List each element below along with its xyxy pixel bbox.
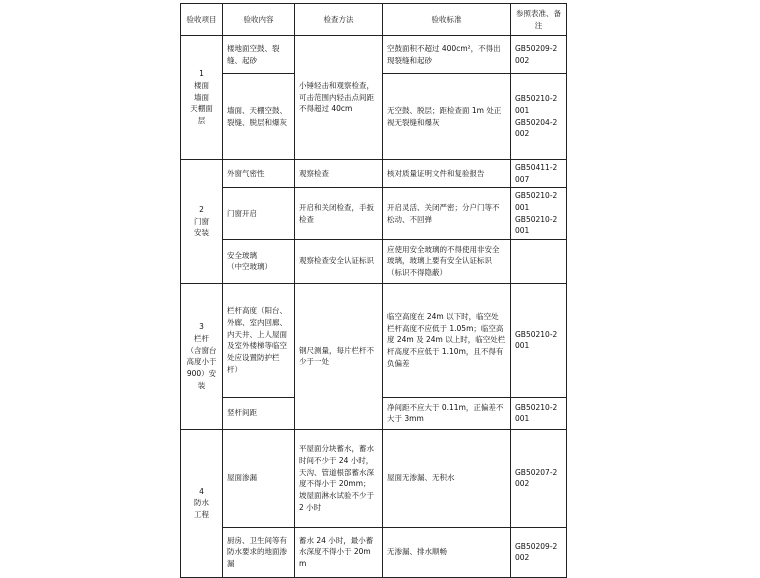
table-row bbox=[181, 239, 567, 283]
reference-cell: GB50209-2002 bbox=[511, 527, 567, 577]
method-cell: 观察检查安全认证标识 bbox=[295, 239, 383, 283]
item-cell-3 bbox=[181, 283, 223, 429]
header-content: 验收内容 bbox=[223, 4, 295, 36]
item-cell-1 bbox=[181, 36, 223, 160]
content-cell: 墙面、天棚空鼓、裂缝、脱层和爆灰 bbox=[223, 74, 295, 160]
reference-cell: GB50209-2002 bbox=[511, 36, 567, 74]
table-row bbox=[181, 160, 567, 188]
content-cell: 竖杆间距 bbox=[223, 397, 295, 429]
reference-cell: GB50210-2001 GB50204-2002 bbox=[511, 74, 567, 160]
content-cell: 安全玻璃 （中空玻璃） bbox=[223, 239, 295, 283]
item-label-3: 3 栏杆 （含窗台高度小于900）安装 bbox=[186, 322, 217, 390]
content-cell: 屋面渗漏 bbox=[223, 429, 295, 527]
content-cell: 厨房、卫生间等有防水要求的地面渗漏 bbox=[223, 527, 295, 577]
method-cell: 开启和关闭检查，手扳检查 bbox=[295, 188, 383, 240]
table-row bbox=[181, 188, 567, 240]
method-cell: 观察检查 bbox=[295, 160, 383, 188]
content-cell: 外窗气密性 bbox=[223, 160, 295, 188]
reference-cell bbox=[511, 239, 567, 283]
item-label-2: 2 门窗 安装 bbox=[194, 204, 209, 238]
standard-cell: 开启灵活、关闭严密；分户门等不松动、不回弹 bbox=[383, 188, 511, 240]
method-cell: 钢尺测量，每片栏杆不少于一处 bbox=[295, 283, 383, 429]
reference-cell: GB50210-2001 GB50210-2001 bbox=[511, 188, 567, 240]
header-item: 验收项目 bbox=[181, 4, 223, 36]
table-row bbox=[181, 36, 567, 74]
method-cell: 平屋面分块蓄水，蓄水时间不少于 24 小时，天沟、管道根部蓄水深度不得小于 20mm；坡屋面淋水试验不少于 2 小时 bbox=[295, 429, 383, 527]
acceptance-table bbox=[180, 3, 567, 578]
standard-cell: 无渗漏、排水顺畅 bbox=[383, 527, 511, 577]
item-label-1: 1 楼面 墙面 天棚面 层 bbox=[190, 69, 213, 125]
header-standard: 验收标准 bbox=[383, 4, 511, 36]
standard-cell: 净间距不应大于 0.11m，正偏差不大于 3mm bbox=[383, 397, 511, 429]
content-cell: 栏杆高度（阳台、外廊、室内回廊、内天井、上人屋面及室外楼梯等临空处应设置防护栏杆） bbox=[223, 283, 295, 397]
table-row bbox=[181, 429, 567, 527]
item-cell-2 bbox=[181, 160, 223, 284]
standard-cell: 核对质量证明文件和复验报告 bbox=[383, 160, 511, 188]
method-cell: 蓄水 24 小时，最小蓄水深度不得小于 20mm bbox=[295, 527, 383, 577]
standard-cell: 空鼓面积不超过 400cm²，不得出现裂缝和起砂 bbox=[383, 36, 511, 74]
header-row bbox=[181, 4, 567, 36]
standard-cell: 应使用安全玻璃的不得使用非安全玻璃，玻璃上要有安全认证标识（标识不得隐蔽） bbox=[383, 239, 511, 283]
reference-cell: GB50411-2007 bbox=[511, 160, 567, 188]
content-cell: 门窗开启 bbox=[223, 188, 295, 240]
standard-cell: 无空鼓、脱层；距检查面 1m 处正视无裂缝和爆灰 bbox=[383, 74, 511, 160]
item-label-4: 4 防水 工程 bbox=[194, 486, 209, 520]
header-reference: 参照表准、备注 bbox=[511, 4, 567, 36]
content-cell: 楼地面空鼓、裂缝、起砂 bbox=[223, 36, 295, 74]
reference-cell: GB50210-2001 bbox=[511, 397, 567, 429]
table-row bbox=[181, 283, 567, 397]
standard-cell: 屋面无渗漏、无积水 bbox=[383, 429, 511, 527]
standard-cell: 临空高度在 24m 以下时，临空处栏杆高度不应低于 1.05m；临空高度 24m 及 24m 以上时，临空处栏杆高度不应低于 1.10m，且不得有负偏差 bbox=[383, 283, 511, 397]
method-cell: 小锤轻击和观察检查，可击范围内轻击点间距不得超过 40cm bbox=[295, 36, 383, 160]
reference-cell: GB50207-2002 bbox=[511, 429, 567, 527]
header-method: 检查方法 bbox=[295, 4, 383, 36]
reference-cell: GB50210-2001 bbox=[511, 283, 567, 397]
item-cell-4 bbox=[181, 429, 223, 577]
